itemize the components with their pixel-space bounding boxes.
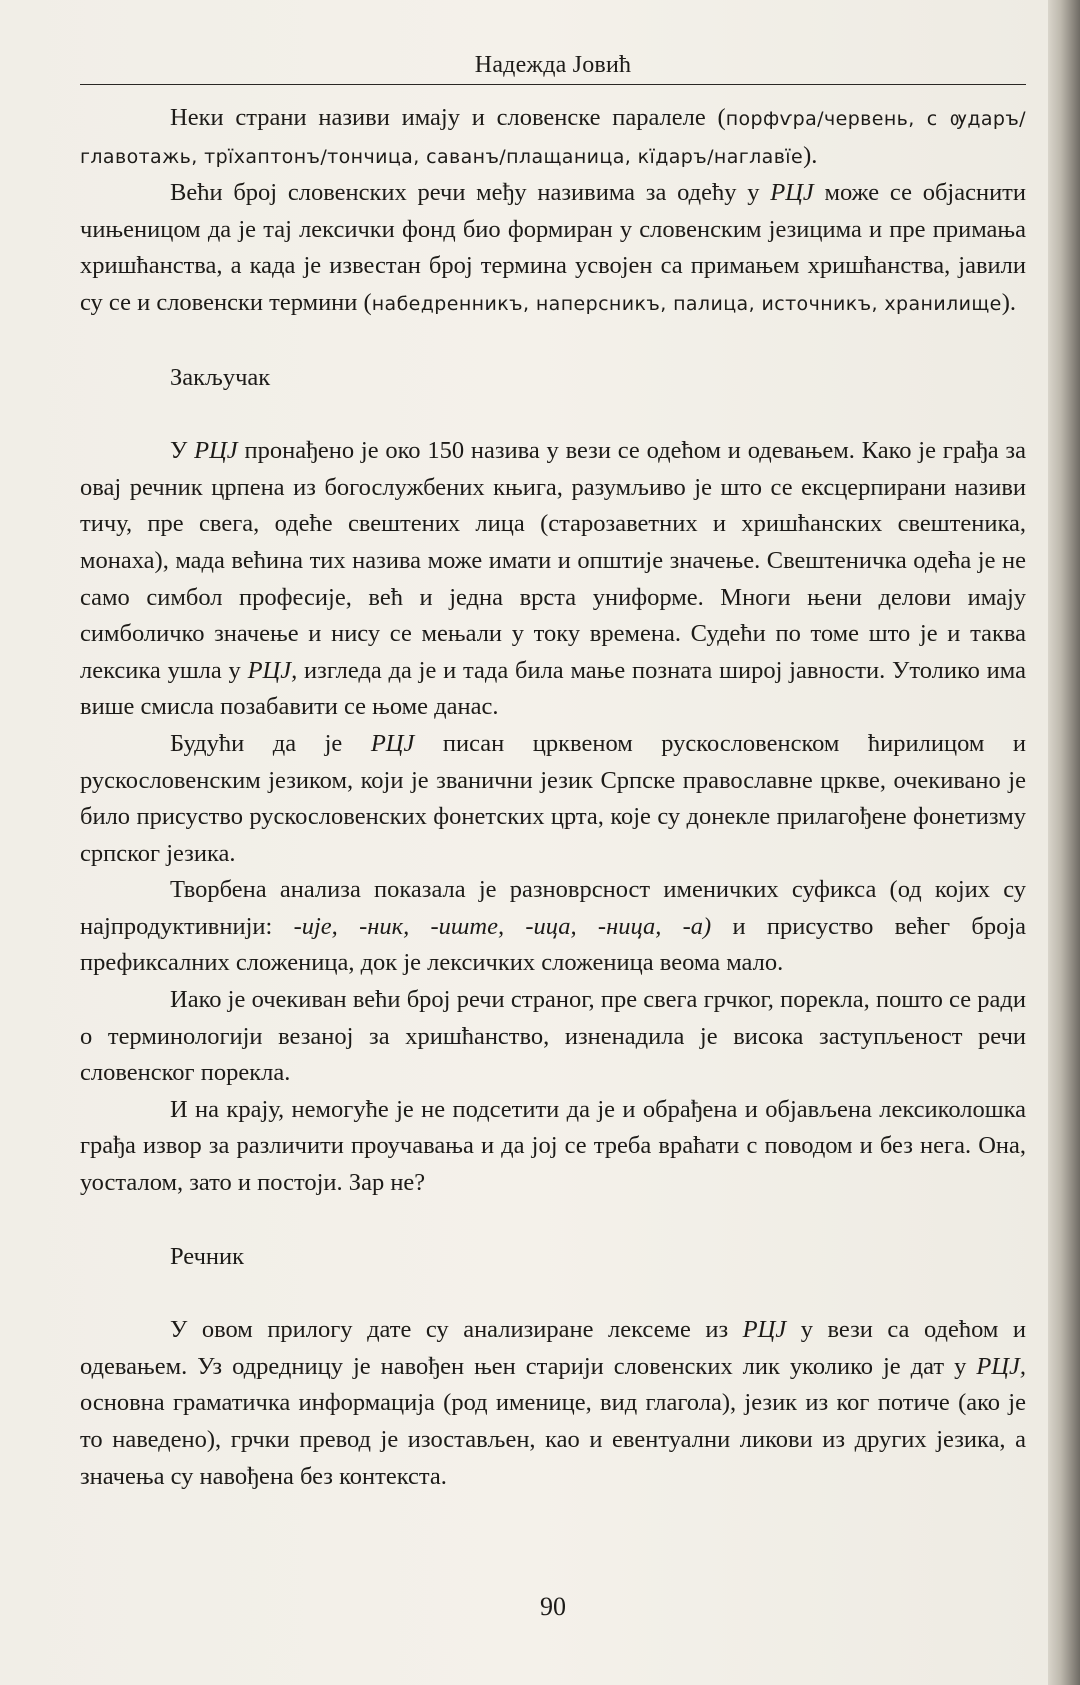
book-spine-shadow [1048, 0, 1080, 1685]
paragraph-origin: Иако је очекиван већи број речи страног, пре свега грчког, порекла, пошто се ради о терминологији везаној за хришћанство, изненадила је висока заступљеност речи словенског порекла. [80, 986, 1026, 1087]
abbr-rcj: РЦЈ [770, 179, 814, 207]
running-header: Надежда Јовић [474, 52, 632, 78]
abbr-rcj: РЦЈ [742, 1316, 787, 1344]
paragraph-language: Будући да је РЦЈ писан црквеном рускословенском ћирилицом и рускословенским језиком, који је званични језик Српске православне цркве, очекивано је било присуство рускословенских фонетских црта, које су донекле прилагођене фонетизму српског језика. [80, 729, 1026, 867]
abbr-rcj: РЦЈ, [247, 656, 298, 684]
abbr-rcj: РЦЈ [370, 729, 415, 757]
body-text [80, 100, 1026, 1495]
section-heading-dictionary: Речник [170, 1242, 245, 1270]
paragraph-dictionary-intro: У овом прилогу дате су анализиране лексеме из РЦЈ у вези са одећом и одевањем. Уз одредницу је навођен њен старији словенских лик уколико је дат у РЦЈ, основна граматичка информација (род именице, вид глагола), језик из ког потиче (ако је то наведено), грчки превод је изостављен, као и евентуални ликови из других језика, а значења су навођена без контекста. [80, 1316, 1026, 1490]
paragraph-slavic-words: Већи број словенских речи међу називима за одећу у РЦЈ може се објаснити чињеницом да је тај лексички фонд био формиран у словенским језицима и пре примања хришћанства, а када је известан број термина усвојен са примањем хришћанства, јавили су се и словенски термини (набедренникъ, наперсникъ, палица, источникъ, хранилище). [80, 179, 1027, 316]
abbr-rcj: РЦЈ, [976, 1352, 1026, 1380]
church-slavonic-terms: набедренникъ, наперсникъ, палица, источникъ, хранилище [371, 292, 1002, 315]
section-heading-conclusion: Закључак [170, 363, 271, 391]
paragraph-foreign-names: Неки страни називи имају и словенске паралеле (порфѵра/червень, с ѹдаръ/главотажь, трїхаптонъ/тончица, саванъ/плащаница, кїдаръ/наглавїе). [80, 104, 1026, 169]
paragraph-findings: У РЦЈ пронађено је око 150 назива у вези се одећом и одевањем. Како је грађа за овај речник црпена из богослужбених књига, разумљиво је што се ексцерпирани називи тичу, пре свега, одеће свештених лица (старозаветних и хришћанских свештеника, монаха), мада већина тих назива може имати и општије значење. Свештеничка одећа је не само симбол професије, већ и једна врста униформе. Многи њени делови имају симболичко значење и нису се мењали у току времена. Судећи по томе што је и таква лексика ушла у РЦЈ, изгледа да је и тада била мање позната широј јавности. Утолико има више смисла позабавити се њоме данас. [80, 437, 1026, 721]
suffix-list: -иje, -ник, -иште, -ица, -ница, -а) [293, 912, 712, 940]
abbr-rcj: РЦЈ [194, 437, 238, 465]
church-slavonic-terms: порфѵра/червень, с ѹдаръ/главотажь, трїхаптонъ/тончица, саванъ/плащаница, кїдаръ/наглавїе [80, 108, 1026, 168]
paragraph-word-formation: Творбена анализа показала је разноврсност именичких суфикса (од којих су најпродуктивнији: -иje, -ник, -иште, -ица, -ница, -а) и присуство већег броја префиксалних сложеница, док је лексичких сложеница веома мало. [80, 876, 1026, 977]
page-number: 90 [540, 1592, 566, 1621]
header-rule [80, 84, 1026, 85]
paragraph-closing: И на крају, немогуће је не подсетити да је и обрађена и објављена лексиколошка грађа извор за различити проучавања и да јој се треба враћати с поводом и без нега. Она, уосталом, зато и постоји. Зар не? [80, 1095, 1026, 1197]
